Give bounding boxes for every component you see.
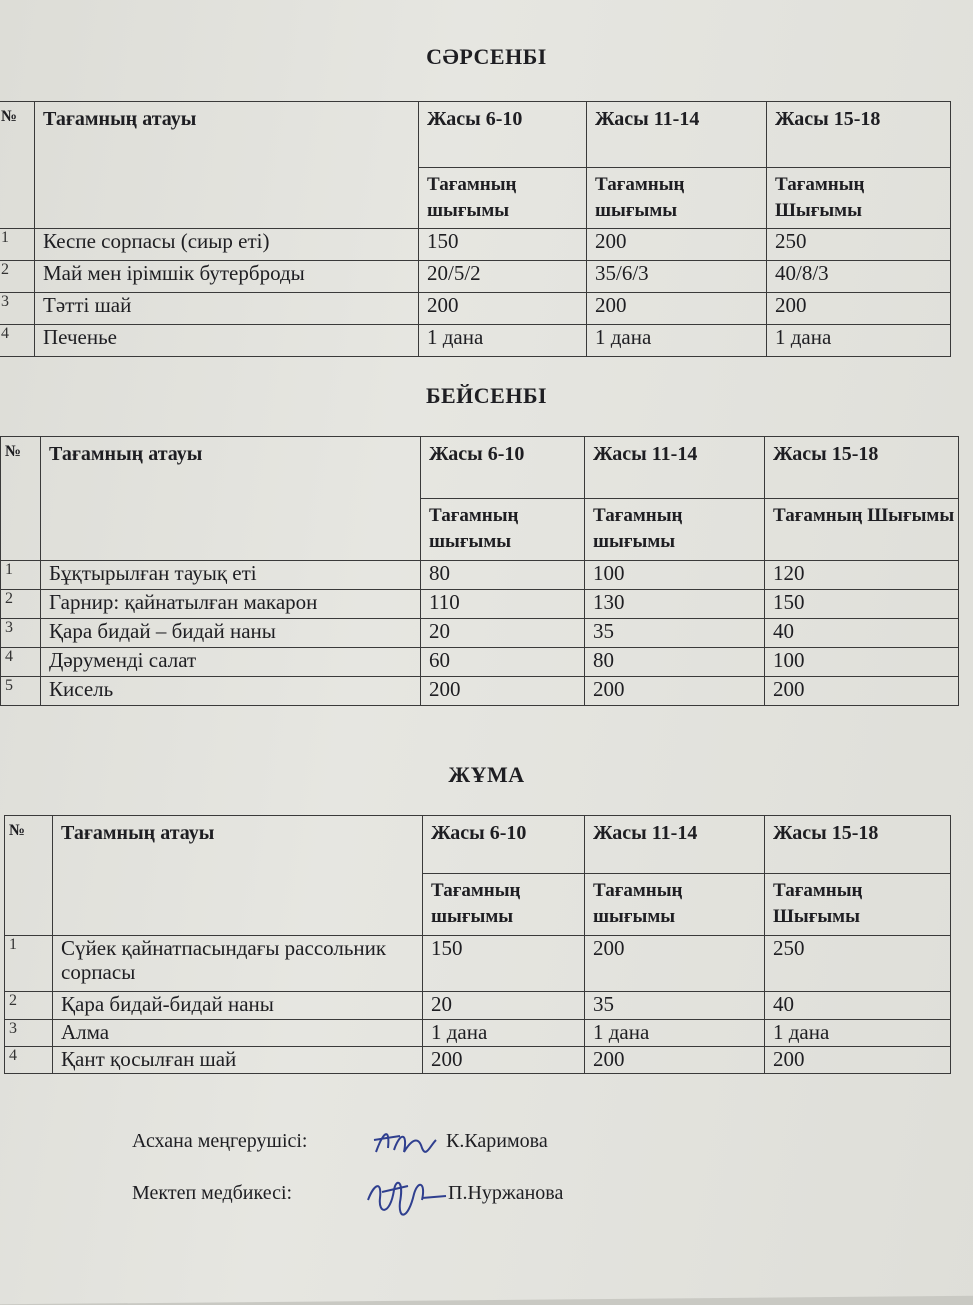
school-nurse-name: П.Нуржанова xyxy=(448,1182,564,1204)
table-row xyxy=(5,1020,951,1047)
yield-header: Тағамның Шығымы xyxy=(765,874,951,936)
portion-15-18: 120 xyxy=(765,561,959,590)
dish-name: Қара бидай-бидай наны xyxy=(53,992,423,1020)
yield-header: Тағамның шығымы xyxy=(419,168,587,229)
yield-header: Тағамның Шығымы xyxy=(767,168,951,229)
portion-6-10: 1 дана xyxy=(419,325,587,357)
col-name-header: Тағамның атауы xyxy=(35,102,419,229)
portion-11-14: 130 xyxy=(585,590,765,619)
yield-header: Тағамның шығымы xyxy=(587,168,767,229)
portion-11-14: 200 xyxy=(585,677,765,706)
portion-15-18: 40/8/3 xyxy=(767,261,951,293)
portion-11-14: 200 xyxy=(585,936,765,992)
portion-11-14: 1 дана xyxy=(587,325,767,357)
portion-6-10: 150 xyxy=(419,229,587,261)
table-row xyxy=(0,293,951,325)
table-row xyxy=(0,325,951,357)
school-nurse-signature xyxy=(360,1170,450,1226)
portion-6-10: 20 xyxy=(423,992,585,1020)
dish-name: Тәтті шай xyxy=(35,293,419,325)
col-name-header: Тағамның атауы xyxy=(53,816,423,936)
col-num-header: № xyxy=(1,437,41,561)
row-number: 4 xyxy=(0,325,35,357)
kitchen-head-signature xyxy=(370,1122,440,1166)
portion-15-18: 200 xyxy=(765,1047,951,1074)
portion-6-10: 150 xyxy=(423,936,585,992)
yield-header: Тағамның шығымы xyxy=(423,874,585,936)
kitchen-head-name: К.Каримова xyxy=(446,1130,548,1152)
row-number: 2 xyxy=(0,261,35,293)
table-header-row xyxy=(1,437,959,499)
dish-name: Май мен ірімшік бутерброды xyxy=(35,261,419,293)
portion-11-14: 35/6/3 xyxy=(587,261,767,293)
col-num-header: № xyxy=(5,816,53,936)
dish-name: Кеспе сорпасы (сиыр еті) xyxy=(35,229,419,261)
portion-11-14: 200 xyxy=(587,229,767,261)
portion-15-18: 150 xyxy=(765,590,959,619)
col-age-15-18-header: Жасы 15-18 xyxy=(767,102,951,168)
portion-6-10: 60 xyxy=(421,648,585,677)
row-number: 3 xyxy=(0,293,35,325)
dish-name: Кисель xyxy=(41,677,421,706)
school-nurse-label: Мектеп медбикесі: xyxy=(132,1182,293,1204)
row-number: 1 xyxy=(0,229,35,261)
portion-11-14: 100 xyxy=(585,561,765,590)
table-row xyxy=(1,561,959,590)
yield-header: Тағамның шығымы xyxy=(585,499,765,561)
row-number: 5 xyxy=(1,677,41,706)
day-title-wednesday: СӘРСЕНБІ xyxy=(426,44,547,69)
portion-11-14: 35 xyxy=(585,992,765,1020)
col-age-11-14-header: Жасы 11-14 xyxy=(585,437,765,499)
table-header-row xyxy=(0,102,951,168)
day-title-thursday: БЕЙСЕНБІ xyxy=(425,383,548,408)
menu-table-friday xyxy=(4,815,951,1074)
portion-6-10: 1 дана xyxy=(423,1020,585,1047)
yield-header: Тағамның Шығымы xyxy=(765,499,959,561)
portion-6-10: 20 xyxy=(421,619,585,648)
col-name-header: Тағамның атауы xyxy=(41,437,421,561)
col-num-header: № xyxy=(0,102,35,229)
menu-table-wednesday xyxy=(0,101,951,357)
table-row xyxy=(5,992,951,1020)
table-row xyxy=(1,619,959,648)
portion-6-10: 20/5/2 xyxy=(419,261,587,293)
row-number: 3 xyxy=(1,619,41,648)
dish-name: Қара бидай – бидай наны xyxy=(41,619,421,648)
day-title-friday: ЖҰМА xyxy=(448,762,525,787)
col-age-6-10-header: Жасы 6-10 xyxy=(419,102,587,168)
table-header-row xyxy=(5,816,951,874)
portion-6-10: 200 xyxy=(419,293,587,325)
portion-11-14: 35 xyxy=(585,619,765,648)
row-number: 2 xyxy=(5,992,53,1020)
portion-6-10: 80 xyxy=(421,561,585,590)
row-number: 4 xyxy=(1,648,41,677)
portion-6-10: 200 xyxy=(423,1047,585,1074)
dish-name: Сүйек қайнатпасындағы рассольник сорпасы xyxy=(53,936,423,992)
portion-15-18: 250 xyxy=(765,936,951,992)
portion-6-10: 200 xyxy=(421,677,585,706)
yield-header: Тағамның шығымы xyxy=(421,499,585,561)
portion-11-14: 200 xyxy=(585,1047,765,1074)
col-age-15-18-header: Жасы 15-18 xyxy=(765,816,951,874)
row-number: 1 xyxy=(5,936,53,992)
col-age-11-14-header: Жасы 11-14 xyxy=(585,816,765,874)
row-number: 2 xyxy=(1,590,41,619)
dish-name: Печенье xyxy=(35,325,419,357)
portion-15-18: 40 xyxy=(765,992,951,1020)
portion-11-14: 80 xyxy=(585,648,765,677)
table-row xyxy=(0,261,951,293)
portion-15-18: 40 xyxy=(765,619,959,648)
col-age-6-10-header: Жасы 6-10 xyxy=(421,437,585,499)
col-age-11-14-header: Жасы 11-14 xyxy=(587,102,767,168)
portion-6-10: 110 xyxy=(421,590,585,619)
table-row xyxy=(0,229,951,261)
table-row xyxy=(1,590,959,619)
row-number: 4 xyxy=(5,1047,53,1074)
portion-15-18: 1 дана xyxy=(767,325,951,357)
table-row xyxy=(5,936,951,992)
portion-15-18: 1 дана xyxy=(765,1020,951,1047)
portion-11-14: 200 xyxy=(587,293,767,325)
kitchen-head-label: Асхана меңгерушісі: xyxy=(132,1130,308,1152)
col-age-15-18-header: Жасы 15-18 xyxy=(765,437,959,499)
portion-15-18: 200 xyxy=(765,677,959,706)
dish-name: Бұқтырылған тауық еті xyxy=(41,561,421,590)
dish-name: Алма xyxy=(53,1020,423,1047)
col-age-6-10-header: Жасы 6-10 xyxy=(423,816,585,874)
portion-11-14: 1 дана xyxy=(585,1020,765,1047)
row-number: 1 xyxy=(1,561,41,590)
dish-name: Дәруменді салат xyxy=(41,648,421,677)
yield-header: Тағамның шығымы xyxy=(585,874,765,936)
menu-table-thursday xyxy=(0,436,959,706)
row-number: 3 xyxy=(5,1020,53,1047)
dish-name: Қант қосылған шай xyxy=(53,1047,423,1074)
table-row xyxy=(1,677,959,706)
portion-15-18: 100 xyxy=(765,648,959,677)
table-row xyxy=(1,648,959,677)
portion-15-18: 200 xyxy=(767,293,951,325)
dish-name: Гарнир: қайнатылған макарон xyxy=(41,590,421,619)
table-row xyxy=(5,1047,951,1074)
portion-15-18: 250 xyxy=(767,229,951,261)
